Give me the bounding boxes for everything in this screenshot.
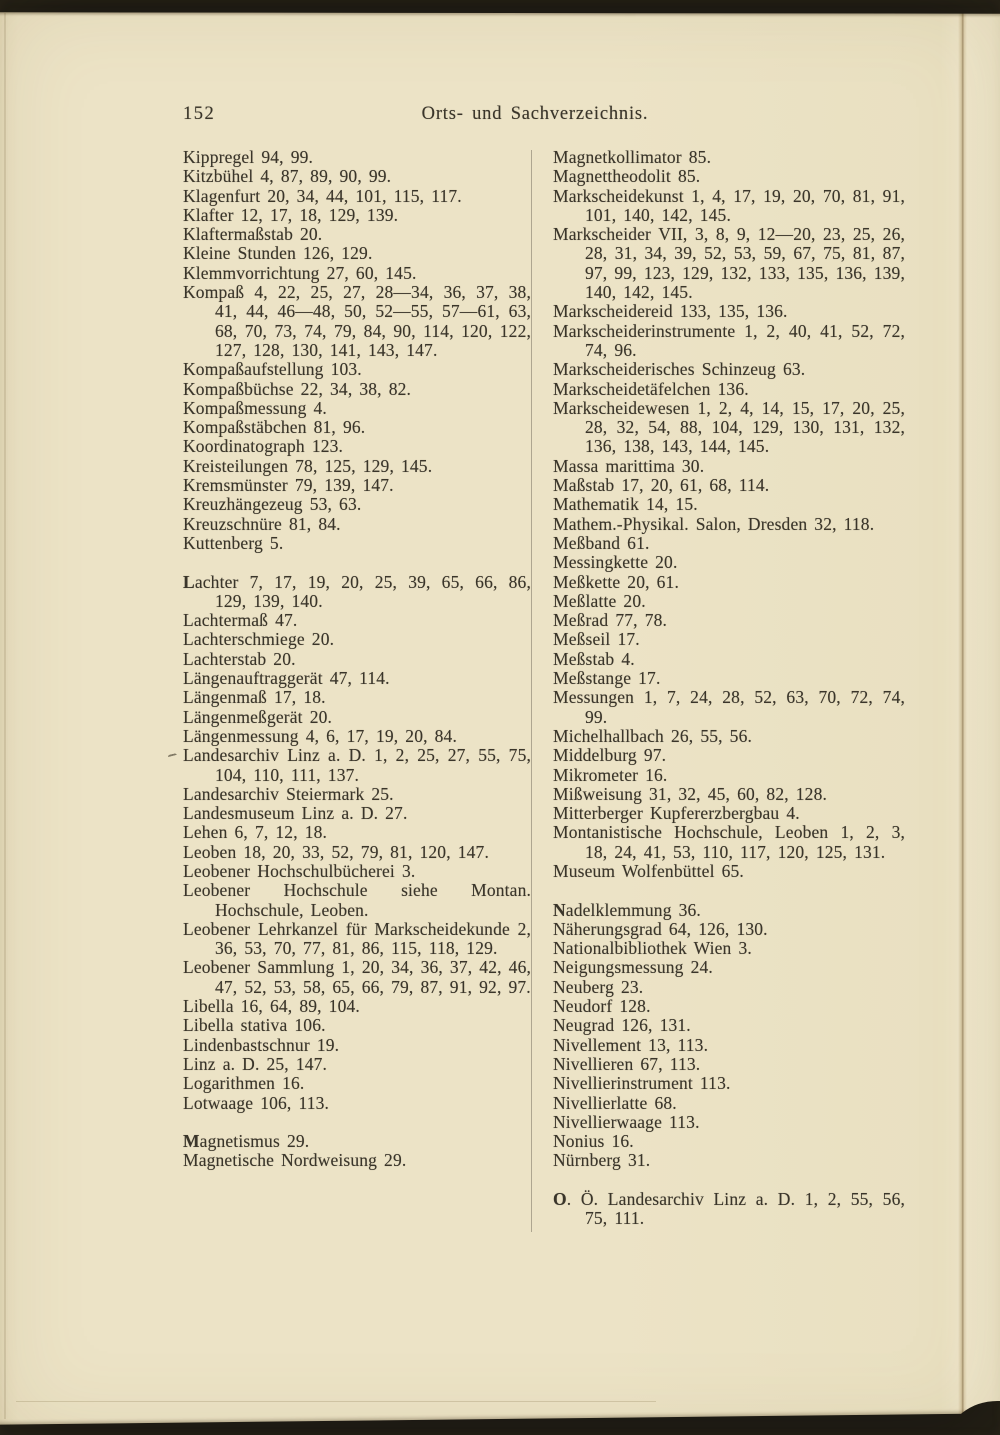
index-column-left (183, 148, 531, 1171)
index-entry: Logarithmen 16. (183, 1073, 305, 1094)
index-entry: Magnettheodolit 85. (553, 166, 701, 187)
index-entry: Kompaßaufstellung 103. (183, 359, 362, 380)
index-entry: Massa marittima 30. (553, 455, 705, 476)
index-letter-group (553, 148, 905, 881)
index-entry: Markscheiderisches Schinzeug 63. (553, 359, 806, 380)
index-entry: Kitzbühel 4, 87, 89, 90, 99. (183, 166, 392, 187)
index-entry: Lachterschmiege 20. (183, 629, 335, 650)
index-entry: Libella stativa 106. (183, 1015, 326, 1036)
index-entry: Landesarchiv Linz a. D. 1, 2, 25, 27, 55, 75, 104, 110, 111, 137. (183, 746, 531, 785)
index-letter-group (183, 573, 531, 1113)
index-entry: Mißweisung 31, 32, 45, 60, 82, 128. (553, 783, 827, 804)
index-entry: Magnetismus 29. (183, 1131, 310, 1152)
index-entry: Landesmuseum Linz a. D. 27. (183, 803, 408, 824)
page-bottom-edge (16, 1401, 656, 1402)
index-entry: Markscheidereid 133, 135, 136. (553, 301, 788, 322)
scan-edge-top (0, 0, 1000, 14)
index-entry: Mitterberger Kupfererzbergbau 4. (553, 803, 800, 824)
index-entry: Klemmvorrichtung 27, 60, 145. (183, 262, 417, 283)
index-letter-group (183, 1132, 531, 1171)
index-entry: Nivellierinstrument 113. (553, 1073, 731, 1094)
index-entry: Markscheidekunst 1, 4, 17, 19, 20, 70, 81, 91, 101, 140, 142, 145. (553, 185, 905, 225)
index-entry: Kompaßmessung 4. (183, 397, 327, 418)
index-entry: Mathematik 14, 15. (553, 494, 698, 515)
index-entry: Näherungsgrad 64, 126, 130. (553, 918, 768, 939)
index-entry: Mikrometer 16. (553, 764, 668, 785)
index-entry: Montanistische Hochschule, Leoben 1, 2, 3, 18, 24, 41, 53, 110, 117, 120, 125, 131. (553, 822, 905, 862)
page-crease (958, 12, 967, 1425)
index-entry: Magnetkollimator 85. (553, 147, 712, 167)
index-entry: Middelburg 97. (553, 745, 667, 766)
index-entry: Nürnberg 31. (553, 1150, 651, 1171)
index-entry: Markscheidewesen 1, 2, 4, 14, 15, 17, 20, 25, 28, 32, 54, 88, 104, 129, 130, 131, 132, 136, 138, 143, 144, 145. (553, 397, 905, 457)
index-entry: Messungen 1, 7, 24, 28, 52, 63, 70, 72, 74, 99. (553, 687, 905, 727)
index-entry: Neudorf 128. (553, 996, 651, 1017)
index-entry: Kuttenberg 5. (183, 532, 284, 553)
index-entry: Kreuzschnüre 81, 84. (183, 513, 341, 534)
index-entry: Markscheider VII, 3, 8, 9, 12—20, 23, 25, 26, 28, 31, 34, 39, 52, 53, 59, 67, 75, 81, 87, 97, 99, 123, 129, 132, 133, 135, 136, 139, 140, 142, 145. (553, 224, 905, 303)
index-letter-group (183, 148, 531, 553)
index-entry: Magnetische Nordweisung 29. (183, 1150, 407, 1171)
page-header (0, 104, 1000, 130)
index-entry: Kippregel 94, 99. (183, 147, 314, 167)
index-entry: Nivellement 13, 113. (553, 1034, 709, 1055)
index-entry: Museum Wolfenbüttel 65. (553, 860, 744, 881)
index-entry: Koordinatograph 123. (183, 436, 344, 457)
index-entry: Kompaßbüchse 22, 34, 38, 82. (183, 378, 412, 399)
margin-tick-icon (168, 753, 178, 759)
index-entry: Meßstab 4. (553, 648, 635, 669)
index-entry: Meßkette 20, 61. (553, 571, 679, 592)
index-entry: Linz a. D. 25, 147. (183, 1053, 328, 1074)
index-entry: Klafter 12, 17, 18, 129, 139. (183, 204, 399, 225)
index-column-right (553, 148, 905, 1229)
index-entry: Lotwaage 106, 113. (183, 1092, 330, 1113)
index-entry: Längenauftraggerät 47, 114. (183, 668, 390, 689)
index-entry: Längenmeßgerät 20. (183, 706, 333, 727)
index-entry: Nivellieren 67, 113. (553, 1053, 701, 1074)
index-entry: Kompaß 4, 22, 25, 27, 28—34, 36, 37, 38, 41, 44, 46—48, 50, 52—55, 57—61, 63, 68, 70, 73, 74, 79, 84, 90, 114, 120, 122, 127, 128, 130, 141, 143, 147. (183, 282, 531, 360)
index-entry: O. Ö. Landesarchiv Linz a. D. 1, 2, 55, 56, 75, 111. (553, 1189, 905, 1229)
column-divider-rule (531, 150, 532, 1232)
index-entry: Neuberg 23. (553, 976, 644, 997)
scan-edge-bottom (0, 1413, 1000, 1435)
index-entry: Leobener Lehrkanzel für Markscheidekunde 2, 36, 53, 70, 77, 81, 86, 115, 118, 129. (183, 918, 531, 959)
index-entry: Landesarchiv Steiermark 25. (183, 783, 394, 804)
index-entry: Nadelklemmung 36. (553, 899, 701, 920)
scan-corner-bottom-right (948, 1401, 1000, 1435)
index-entry: Leobener Sammlung 1, 20, 34, 36, 37, 42, 46, 47, 52, 53, 58, 65, 66, 79, 87, 91, 92, 97. (183, 957, 531, 997)
index-entry: Meßrad 77, 78. (553, 610, 668, 631)
index-entry: Neigungsmessung 24. (553, 957, 713, 978)
index-letter-group (553, 1190, 905, 1229)
index-entry: Kreuzhängezeug 53, 63. (183, 494, 362, 515)
index-entry: Leoben 18, 20, 33, 52, 79, 81, 120, 147. (183, 841, 489, 862)
index-entry: Klagenfurt 20, 34, 44, 101, 115, 117. (183, 185, 462, 206)
index-entry: Nivellierwaage 113. (553, 1111, 700, 1132)
index-entry: Markscheidetäfelchen 136. (553, 378, 749, 399)
index-entry: Leobener Hochschulbücherei 3. (183, 860, 416, 881)
index-entry: Maßstab 17, 20, 61, 68, 114. (553, 475, 770, 496)
index-entry: Nonius 16. (553, 1131, 634, 1152)
index-entry: Michelhallbach 26, 55, 56. (553, 725, 752, 746)
index-entry: Längenmaß 17, 18. (183, 687, 326, 708)
index-entry: Lachterstab 20. (183, 648, 296, 669)
index-entry: Meßstange 17. (553, 668, 661, 689)
index-entry: Klaftermaßstab 20. (183, 224, 323, 245)
index-entry: Lachtermaß 47. (183, 610, 298, 631)
index-entry: Längenmessung 4, 6, 17, 19, 20, 84. (183, 725, 457, 746)
index-entry: Lachter 7, 17, 19, 20, 25, 39, 65, 66, 86, 129, 139, 140. (183, 571, 531, 611)
index-entry: Nationalbibliothek Wien 3. (553, 938, 752, 959)
index-entry: Kremsmünster 79, 139, 147. (183, 475, 394, 496)
index-entry: Meßseil 17. (553, 629, 640, 650)
index-entry: Meßlatte 20. (553, 590, 646, 611)
index-entry: Meßband 61. (553, 532, 650, 553)
page-left-edge (4, 13, 6, 1419)
index-entry: Lindenbastschnur 19. (183, 1034, 340, 1055)
page-title: Orts- und Sachverzeichnis. (421, 104, 649, 124)
index-entry: Leobener Hochschule siehe Montan. Hochschule, Leoben. (183, 880, 531, 920)
index-entry: Kleine Stunden 126, 129. (183, 243, 373, 264)
index-entry: Kompaßstäbchen 81, 96. (183, 417, 366, 438)
index-entry: Messingkette 20. (553, 552, 678, 573)
index-letter-group (553, 901, 905, 1171)
index-entry: Libella 16, 64, 89, 104. (183, 996, 360, 1017)
index-entry: Nivellierlatte 68. (553, 1092, 677, 1113)
page-number: 152 (183, 104, 216, 124)
index-entry: Kreisteilungen 78, 125, 129, 145. (183, 455, 433, 476)
index-entry: Mathem.-Physikal. Salon, Dresden 32, 118. (553, 513, 875, 534)
index-entry: Lehen 6, 7, 12, 18. (183, 822, 328, 843)
index-entry: Neugrad 126, 131. (553, 1015, 691, 1036)
index-entry: Markscheiderinstrumente 1, 2, 40, 41, 52, 72, 74, 96. (553, 320, 905, 360)
